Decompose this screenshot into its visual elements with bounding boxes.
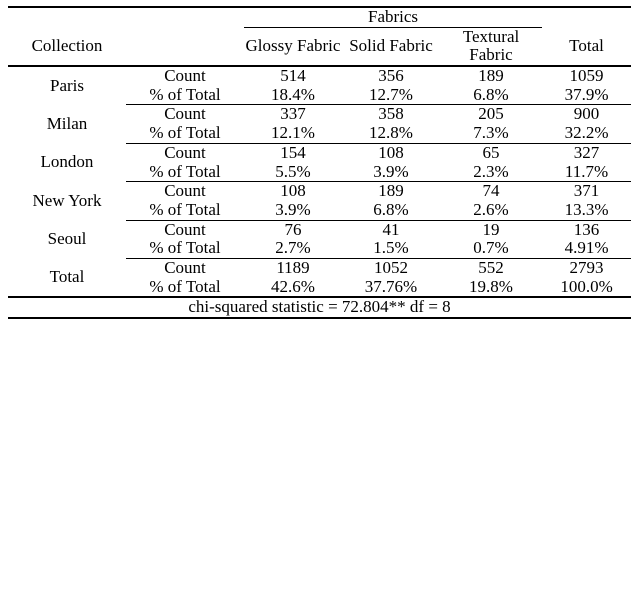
row-label-seoul: Seoul <box>47 228 87 248</box>
stat-label-count: Count <box>164 181 206 201</box>
stat-label-percent: % of Total <box>126 239 244 258</box>
stat-label-percent: % of Total <box>126 163 244 182</box>
cell-total-textural-pct: 19.8% <box>469 276 513 296</box>
cell-newyork-total-count: 371 <box>573 181 600 201</box>
cell-newyork-solid-pct: 6.8% <box>342 201 440 220</box>
header-corner-blank-stat <box>126 7 244 27</box>
header-collection-label: Collection <box>8 27 126 66</box>
table-row <box>8 182 631 201</box>
row-label-milan: Milan <box>46 113 88 133</box>
chi-squared-footnote: chi-squared statistic = 72.804** df = 8 <box>8 297 631 318</box>
row-label-total: Total <box>49 267 85 287</box>
cell-newyork-glossy-pct: 3.9% <box>244 201 342 220</box>
row-label-london: London <box>40 152 94 172</box>
header-total-blank <box>542 7 631 27</box>
row-label-paris: Paris <box>50 75 84 95</box>
cell-total-glossy-count: 1189 <box>276 257 310 277</box>
table-row <box>8 220 631 239</box>
cell-milan-solid-pct: 12.8% <box>342 124 440 143</box>
table-row <box>8 143 631 162</box>
cell-paris-total-pct: 37.9% <box>542 86 631 105</box>
stat-label-count: Count <box>164 257 206 277</box>
stat-label-count: Count <box>164 142 206 162</box>
header-fabrics-group: Fabrics <box>244 7 542 27</box>
header-col-textural: Textural Fabric <box>440 27 542 66</box>
cell-total-textural-count: 552 <box>478 257 504 277</box>
stat-label-percent: % of Total <box>149 276 221 296</box>
footnote-row <box>8 297 631 318</box>
cell-paris-solid-pct: 12.7% <box>342 86 440 105</box>
cell-london-glossy-count: 154 <box>280 142 306 162</box>
cell-seoul-textural-count: 19 <box>482 219 500 239</box>
cell-paris-textural-count: 189 <box>478 66 504 86</box>
cell-seoul-total-pct: 4.91% <box>542 239 631 258</box>
header-col-glossy: Glossy Fabric <box>244 27 342 66</box>
cell-seoul-glossy-pct: 2.7% <box>244 239 342 258</box>
cell-london-glossy-pct: 5.5% <box>244 163 342 182</box>
stat-label-count: Count <box>164 66 206 86</box>
cell-seoul-total-count: 136 <box>573 219 600 239</box>
row-label-new-york: New York <box>32 190 102 210</box>
header-group-row <box>8 7 631 27</box>
cell-milan-total-count: 900 <box>573 104 600 124</box>
cell-london-solid-pct: 3.9% <box>342 163 440 182</box>
cell-milan-glossy-pct: 12.1% <box>244 124 342 143</box>
cell-newyork-textural-count: 74 <box>482 181 500 201</box>
cell-newyork-glossy-count: 108 <box>280 181 306 201</box>
cell-paris-solid-count: 356 <box>378 66 404 86</box>
cell-milan-glossy-count: 337 <box>280 104 306 124</box>
stat-label-percent: % of Total <box>126 201 244 220</box>
header-stat-blank <box>126 27 244 66</box>
cell-newyork-solid-count: 189 <box>378 181 404 201</box>
cell-milan-textural-count: 205 <box>478 104 504 124</box>
table-row <box>8 105 631 124</box>
table-row <box>8 258 631 277</box>
cell-seoul-glossy-count: 76 <box>284 219 302 239</box>
header-col-total: Total <box>542 27 631 66</box>
cell-paris-glossy-count: 514 <box>280 66 306 86</box>
cell-newyork-textural-pct: 2.6% <box>440 201 542 220</box>
header-columns-row <box>8 27 631 66</box>
cell-total-total-pct: 100.0% <box>560 276 613 296</box>
cell-seoul-solid-pct: 1.5% <box>342 239 440 258</box>
cell-london-textural-pct: 2.3% <box>440 163 542 182</box>
cell-seoul-textural-pct: 0.7% <box>440 239 542 258</box>
cell-milan-total-pct: 32.2% <box>542 124 631 143</box>
cell-milan-textural-pct: 7.3% <box>440 124 542 143</box>
cell-london-total-count: 327 <box>573 142 600 162</box>
stat-label-percent: % of Total <box>126 124 244 143</box>
cell-london-solid-count: 108 <box>378 142 404 162</box>
cell-paris-total-count: 1059 <box>569 66 604 86</box>
cell-paris-textural-pct: 6.8% <box>440 86 542 105</box>
cell-total-glossy-pct: 42.6% <box>271 276 315 296</box>
cell-newyork-total-pct: 13.3% <box>542 201 631 220</box>
header-corner-blank-left <box>8 7 126 27</box>
stat-label-count: Count <box>164 104 206 124</box>
stat-label-count: Count <box>164 219 206 239</box>
cell-total-solid-pct: 37.76% <box>364 276 418 296</box>
cell-seoul-solid-count: 41 <box>382 219 400 239</box>
cell-london-textural-count: 65 <box>482 142 500 162</box>
cell-milan-solid-count: 358 <box>378 104 404 124</box>
cell-total-total-count: 2793 <box>569 257 604 277</box>
crosstab-table <box>8 6 631 319</box>
cell-paris-glossy-pct: 18.4% <box>244 86 342 105</box>
stat-label-percent: % of Total <box>126 86 244 105</box>
table-row <box>8 66 631 86</box>
cell-total-solid-count: 1052 <box>374 257 408 277</box>
cell-london-total-pct: 11.7% <box>542 163 631 182</box>
header-col-solid: Solid Fabric <box>342 27 440 66</box>
